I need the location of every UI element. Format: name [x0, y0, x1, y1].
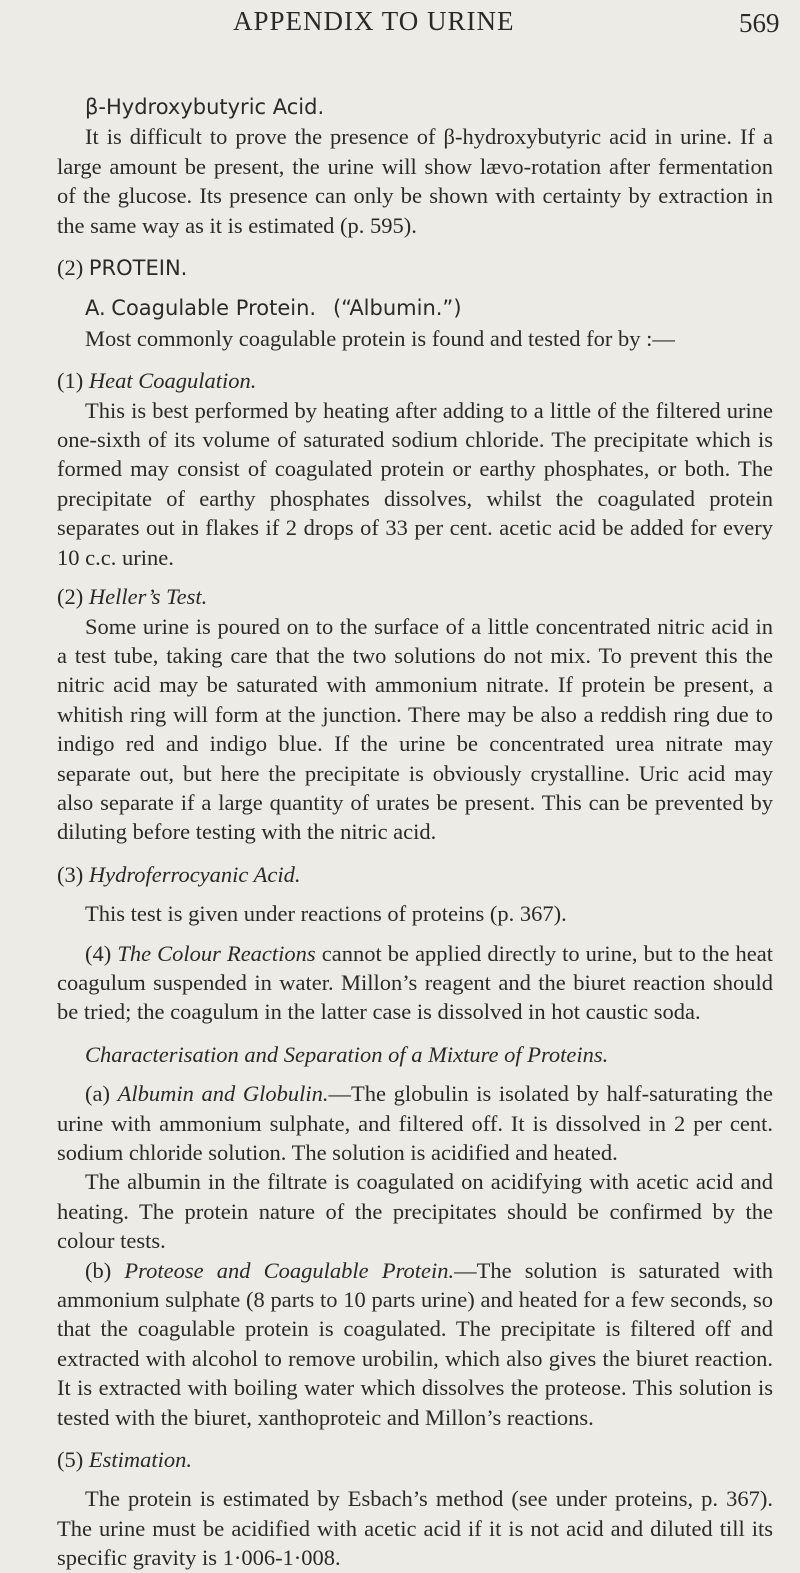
protein-number: (2) [57, 255, 84, 281]
colour-body: cannot be applied directly to urine, but to the heat coagulum suspended in water. Millon’s reagent and the biuret reaction should be tried; the coagulum in the latter case is dissolved in hot caustic soda. [57, 940, 773, 1025]
coagulable-heading [57, 293, 773, 323]
colour-title: The Colour Reactions [117, 940, 316, 966]
hydro-title: Hydroferrocyanic Acid. [88, 861, 301, 887]
estimation-title: Estimation. [88, 1447, 193, 1473]
proteose-paragraph [57, 1256, 773, 1432]
heller-paragraph: Some urine is poured on to the surface of a little concentrated nitric acid in a test tube, taking care that the two solutions do not mix. To prevent this the nitric acid may be saturated with ammonium nitrate. If protein be present, a whitish ring will form at the junction. There may be also a reddish ring due to indigo red and indigo blue. If the urine be concentrated urea nitrate may separate out, but here the precipitate is obviously crystalline. Uric acid may also separate if a large quantity of urates be present. This can be prevented by diluting before testing with the nitric acid. [57, 613, 773, 845]
characterisation-heading [57, 1040, 773, 1069]
heat-paragraph: This is best performed by heating after adding to a little of the filtered urine one-sixth of its volume of saturated sodium chloride. The precipitate which is formed may consist of coagulated protein or earthy phosphates, or both. The precipitate of earthy phosphates dissolves, whilst the coagulated protein separates out in flakes if 2 drops of 33 per cent. acetic acid be added for every 10 c.c. urine. [57, 397, 773, 570]
protein-intro: Most commonly coagulable protein is found and tested for by :— [85, 325, 675, 351]
heller-number: (2) [57, 584, 84, 610]
protein-heading [57, 253, 773, 283]
hydro-number: (3) [57, 861, 84, 887]
hydro-paragraph: This test is given under reactions of proteins (p. 367). [85, 901, 567, 927]
estimation-number: (5) [57, 1447, 84, 1473]
page-content [57, 92, 773, 1573]
heller-heading [57, 582, 773, 611]
running-head: APPENDIX TO URINE [233, 6, 515, 36]
section-heading-beta [57, 92, 773, 122]
characterisation-title: Characterisation and Separation of a Mixture of Proteins. [85, 1041, 609, 1067]
coagulable-note: (“Albumin.”) [332, 296, 462, 321]
coagulable-letter: A. [85, 296, 106, 321]
heller-title: Heller’s Test. [88, 584, 208, 610]
page-number: 569 [739, 8, 780, 38]
hydro-heading [57, 860, 773, 889]
proteose-label: (b) [85, 1257, 112, 1283]
beta-heading: β-Hydroxybutyric Acid. [85, 95, 325, 119]
albumin-body: —The globulin is isolated by half-saturating the urine with ammonium sulphate, and filtered off. It is dissolved in 2 per cent. sodium chloride solution. The solution is acidified and heated. [57, 1081, 774, 1165]
proteose-title: Proteose and Coagulable Protein. [124, 1257, 455, 1283]
proteose-body: —The solution is saturated with ammonium sulphate (8 parts to 10 parts urine) and heated for a few seconds, so that the coagulable protein is coagulated. The precipitate is filtered off and extracted with alcohol to remove urobilin, which also gives the biuret reaction. It is extracted with boiling water which dissolves the proteose. This solution is tested with the biuret, xanthoproteic and Millon’s reactions. [57, 1257, 773, 1430]
colour-paragraph [57, 939, 773, 1027]
heat-number: (1) [57, 368, 84, 394]
albumin-paragraph [57, 1079, 773, 1167]
protein-title: PROTEIN. [88, 256, 188, 281]
estimation-paragraph: The protein is estimated by Esbach’s method (see under proteins, p. 367). The urine must be acidified with acetic acid if it is not acid and diluted till its specific gravity is 1·006-1·008. [57, 1486, 773, 1571]
beta-paragraph: It is difficult to prove the presence of β-hydroxybutyric acid in urine. If a large amount be present, the urine will show lævo-rotation after fermentation of the glucose. Its presence can only be shown with certainty by extraction in the same way as it is estimated (p. 595). [57, 124, 773, 238]
heat-heading [57, 366, 773, 395]
coagulable-title: Coagulable Protein. [111, 296, 317, 321]
albumin-paragraph-2: The albumin in the filtrate is coagulated on acidifying with acetic acid and heating. The protein nature of the precipitates should be confirmed by the colour tests. [57, 1169, 773, 1254]
albumin-title: Albumin and Globulin. [117, 1081, 329, 1107]
albumin-label: (a) [85, 1081, 110, 1107]
estimation-heading [57, 1445, 773, 1474]
heat-title: Heat Coagulation. [88, 368, 257, 394]
colour-number: (4) [85, 940, 112, 966]
